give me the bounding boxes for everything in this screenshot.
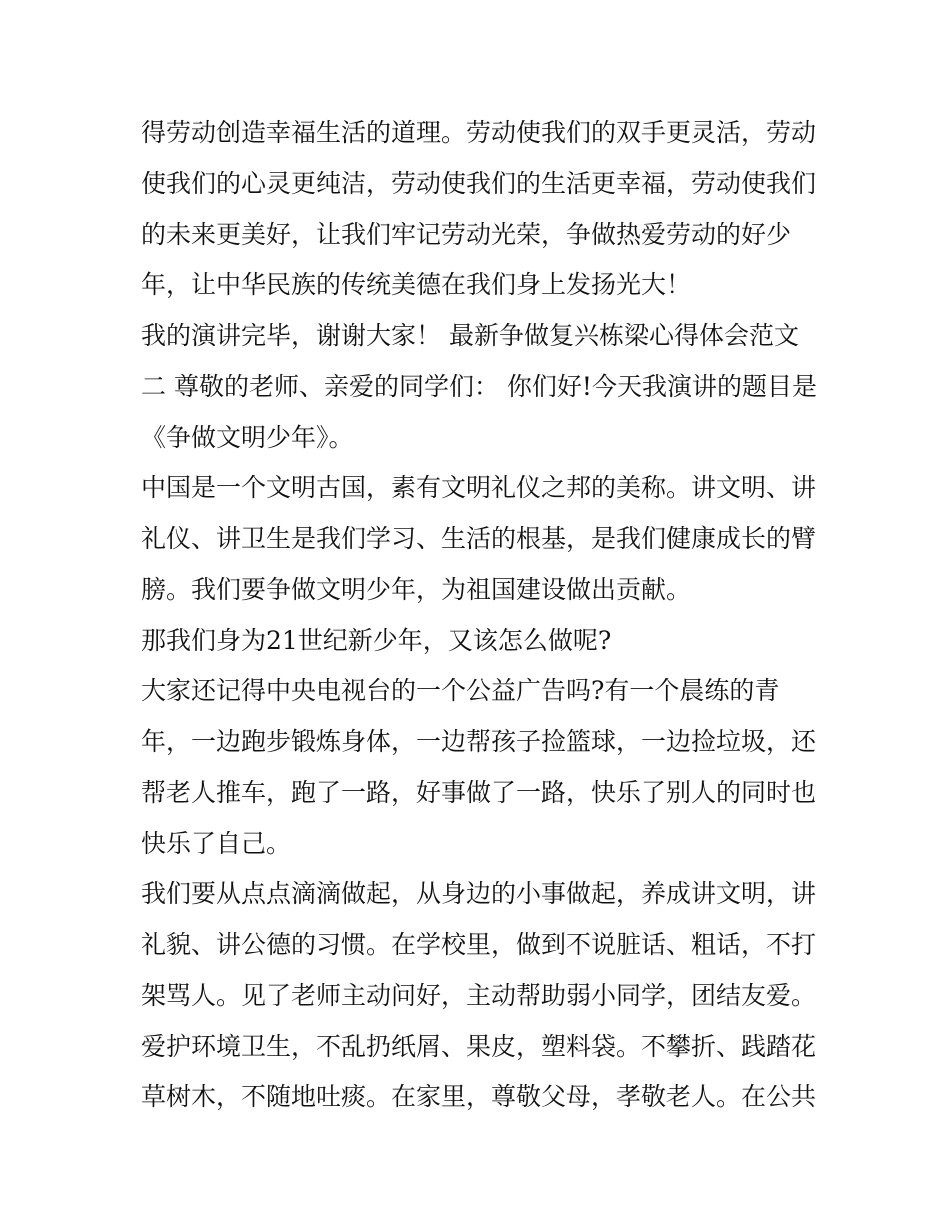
- text-line-13: 年，一边跑步锻炼身体，一边帮孩子捡篮球，一边捡垃圾，还: [141, 727, 817, 756]
- document-body: [141, 108, 821, 1123]
- text-line-16: 我们要从点点滴滴做起，从身边的小事做起，养成讲文明，讲: [141, 879, 817, 909]
- text-line-10: 膀。我们要争做文明少年，为祖国建设做出贡献。: [141, 574, 692, 604]
- text-line-7: 《争做文明少年》。: [141, 422, 354, 452]
- text-line-17: 礼貌、讲公德的习惯。在学校里，做到不说脏话、粗话，不打: [141, 930, 817, 959]
- text-line-3: 的未来更美好，让我们牢记劳动光荣，争做热爱劳动的好少: [141, 219, 792, 249]
- text-line-15: 快乐了自己。: [141, 828, 292, 858]
- text-line-11: 那我们身为21世纪新少年，又该怎么做呢?: [141, 625, 612, 655]
- text-line-5: 我的演讲完毕，谢谢大家！ 最新争做复兴栋梁心得体会范文: [141, 321, 799, 350]
- text-line-6: 二 尊敬的老师、亲爱的同学们： 你们好!今天我演讲的题目是: [141, 371, 817, 401]
- text-line-8: 中国是一个文明古国，素有文明礼仪之邦的美称。讲文明、讲: [141, 473, 817, 503]
- text-line-4: 年，让中华民族的传统美德在我们身上发扬光大！: [141, 270, 692, 300]
- text-line-18: 架骂人。见了老师主动问好，主动帮助弱小同学，团结友爱。: [141, 980, 817, 1010]
- text-line-12: 大家还记得中央电视台的一个公益广告吗?有一个晨练的青: [141, 676, 780, 706]
- text-line-20: 草树木，不随地吐痰。在家里，尊敬父母，孝敬老人。在公共: [141, 1082, 817, 1112]
- text-line-1: 得劳动创造幸福生活的道理。劳动使我们的双手更灵活，劳动: [141, 118, 817, 147]
- text-line-2: 使我们的心灵更纯洁，劳动使我们的生活更幸福，劳动使我们: [141, 168, 817, 198]
- text-line-9: 礼仪、讲卫生是我们学习、生活的根基，是我们健康成长的臂: [141, 524, 817, 553]
- text-line-14: 帮老人推车，跑了一路，好事做了一路，快乐了别人的同时也: [141, 777, 817, 807]
- text-line-19: 爱护环境卫生，不乱扔纸屑、果皮，塑料袋。不攀折、践踏花: [141, 1031, 817, 1061]
